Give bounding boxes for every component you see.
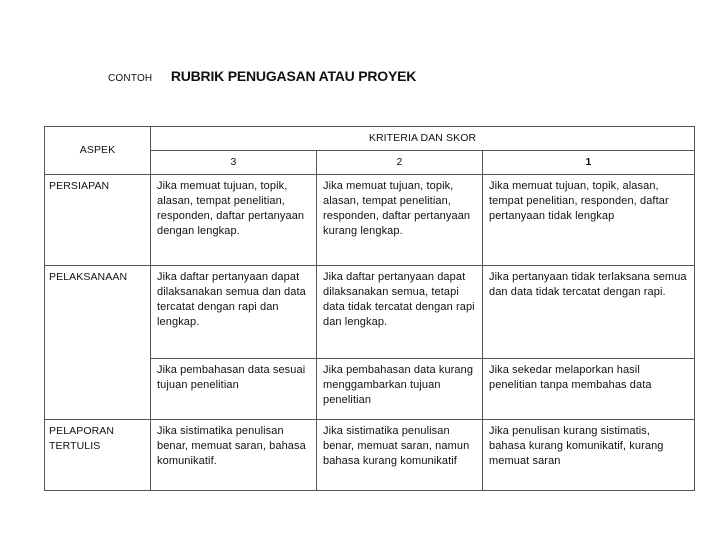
criteria-cell: Jika pembahasan data sesuai tujuan penelitian xyxy=(151,359,317,420)
criteria-cell: Jika pertanyaan tidak terlaksana semua dan data tidak tercatat dengan rapi. xyxy=(483,266,695,359)
criteria-cell: Jika pembahasan data kurang menggambarkan tujuan penelitian xyxy=(317,359,483,420)
header-score-3: 3 xyxy=(151,151,317,175)
title-prefix: CONTOH xyxy=(108,73,153,84)
title-main: RUBRIK PENUGASAN ATAU PROYEK xyxy=(170,68,417,84)
criteria-cell: Jika sekedar melaporkan hasil penelitian tanpa membahas data xyxy=(483,359,695,420)
document-title xyxy=(108,68,416,86)
criteria-cell: Jika memuat tujuan, topik, alasan, tempat penelitian, responden, daftar pertanyaan tidak lengkap xyxy=(483,175,695,266)
header-score-1: 1 xyxy=(483,151,695,175)
criteria-cell: Jika memuat tujuan, topik, alasan, tempat penelitian, responden, daftar pertanyaan dengan lengkap. xyxy=(151,175,317,266)
criteria-cell: Jika sistimatika penulisan benar, memuat saran, namun bahasa kurang komunikatif xyxy=(317,420,483,491)
table-row xyxy=(45,266,695,359)
criteria-cell: Jika daftar pertanyaan dapat dilaksanakan semua dan data tercatat dengan rapi dan lengkap. xyxy=(151,266,317,359)
aspect-pelaporan-tertulis: PELAPORAN TERTULIS xyxy=(45,420,151,491)
table-header-row xyxy=(45,127,695,151)
criteria-cell: Jika memuat tujuan, topik, alasan, tempat penelitian, responden, daftar pertanyaan kurang lengkap. xyxy=(317,175,483,266)
criteria-cell: Jika penulisan kurang sistimatis, bahasa kurang komunikatif, kurang memuat saran xyxy=(483,420,695,491)
table-row xyxy=(45,420,695,491)
table-row xyxy=(45,175,695,266)
aspect-pelaksanaan: PELAKSANAAN xyxy=(45,266,151,420)
aspect-persiapan: PERSIAPAN xyxy=(45,175,151,266)
header-score-2: 2 xyxy=(317,151,483,175)
criteria-cell: Jika sistimatika penulisan benar, memuat saran, bahasa komunikatif. xyxy=(151,420,317,491)
header-aspect: ASPEK xyxy=(45,127,151,175)
criteria-cell: Jika daftar pertanyaan dapat dilaksanakan semua, tetapi data tidak tercatat dengan rapi dan lengkap. xyxy=(317,266,483,359)
header-criteria: KRITERIA DAN SKOR xyxy=(151,127,695,151)
rubric-table xyxy=(44,126,695,491)
